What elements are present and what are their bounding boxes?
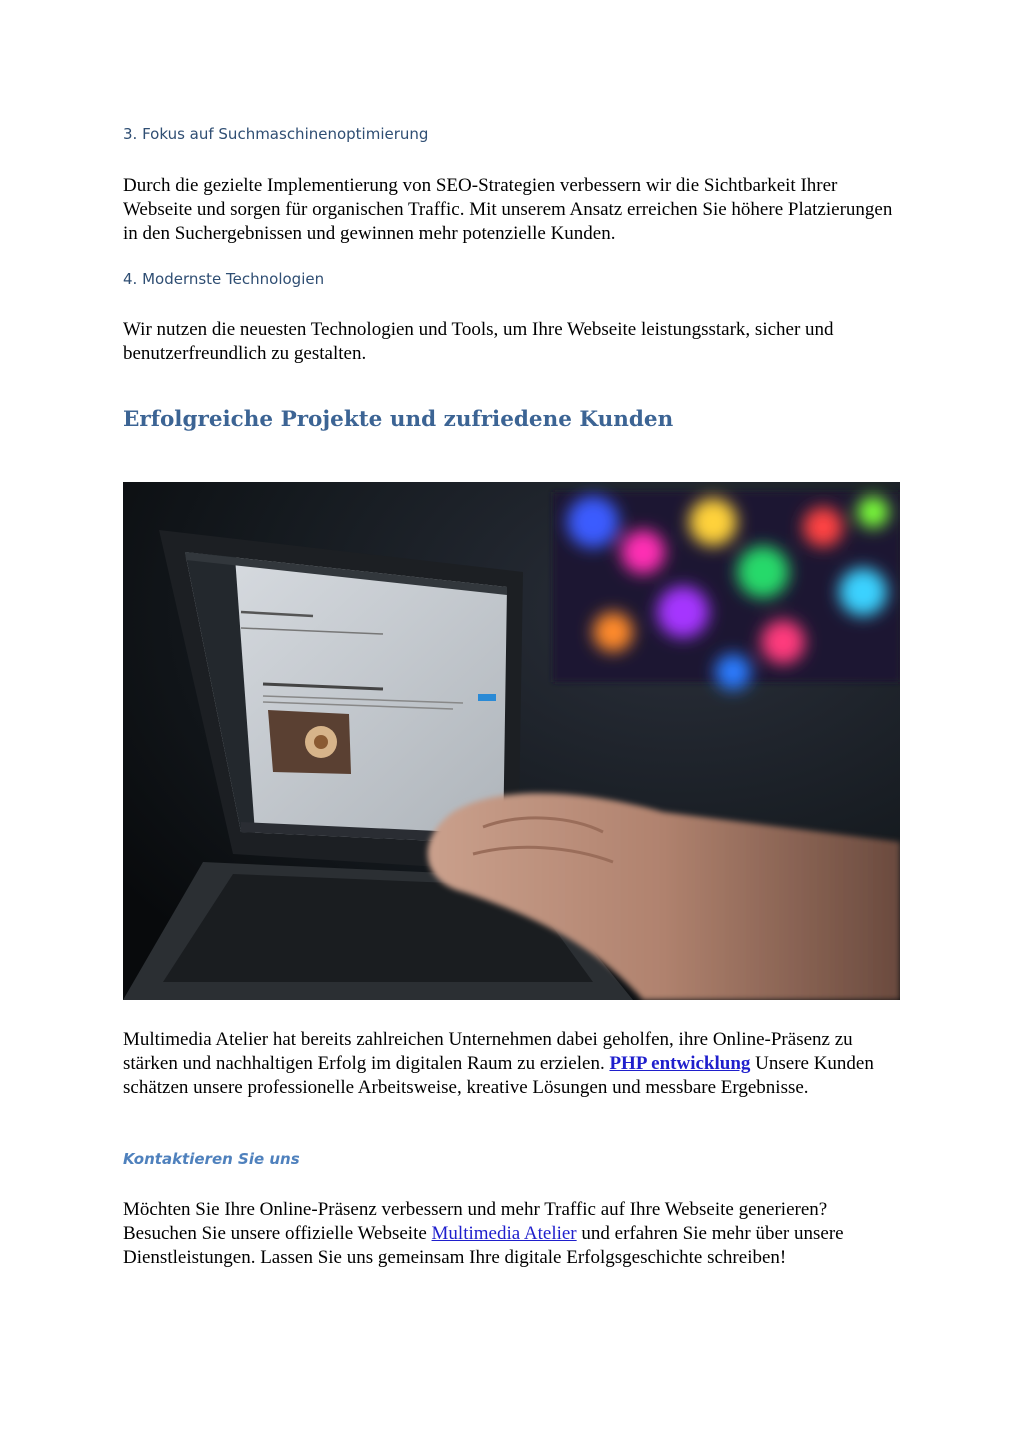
projects-heading: Erfolgreiche Projekte und zufriedene Kunden <box>123 407 674 432</box>
projects-body-text-after: Unsere Kunden schätzen unsere professionelle Arbeitsweise, kreative Lösungen und messbare Ergebnisse. <box>123 1053 874 1098</box>
projects-body <box>123 1028 903 1100</box>
contact-body-text-after: und erfahren Sie mehr über unsere Dienstleistungen. Lassen Sie uns gemeinsam Ihre digitale Erfolgsgeschichte schreiben! <box>123 1223 844 1268</box>
contact-heading: Kontaktieren Sie uns <box>123 1150 300 1168</box>
section-3-heading: 3. Fokus auf Suchmaschinenoptimierung <box>123 125 429 143</box>
laptop-photo <box>123 482 900 1000</box>
multimedia-atelier-link[interactable]: Multimedia Atelier <box>431 1223 577 1244</box>
section-4-body: Wir nutzen die neuesten Technologien und Tools, um Ihre Webseite leistungsstark, sicher und benutzerfreundlich zu gestalten. <box>123 319 834 364</box>
section-4-heading: 4. Modernste Technologien <box>123 270 325 288</box>
projects-body-text-before: Multimedia Atelier hat bereits zahlreichen Unternehmen dabei geholfen, ihre Online-Präsenz zu stärken und nachhaltigen Erfolg im digitalen Raum zu erzielen. <box>123 1029 853 1074</box>
contact-body <box>123 1198 903 1270</box>
section-3-body: Durch die gezielte Implementierung von SEO-Strategien verbessern wir die Sichtbarkeit Ihrer Webseite und sorgen für organischen Traffic. Mit unserem Ansatz erreichen Sie höhere Platzierungen in den Suchergebnissen und gewinnen mehr potenzielle Kunden. <box>123 175 893 244</box>
contact-body-text-before: Möchten Sie Ihre Online-Präsenz verbessern und mehr Traffic auf Ihre Webseite generieren? Besuchen Sie unsere offizielle Webseite <box>123 1199 828 1244</box>
php-entwicklung-link[interactable]: PHP entwicklung <box>609 1053 751 1074</box>
